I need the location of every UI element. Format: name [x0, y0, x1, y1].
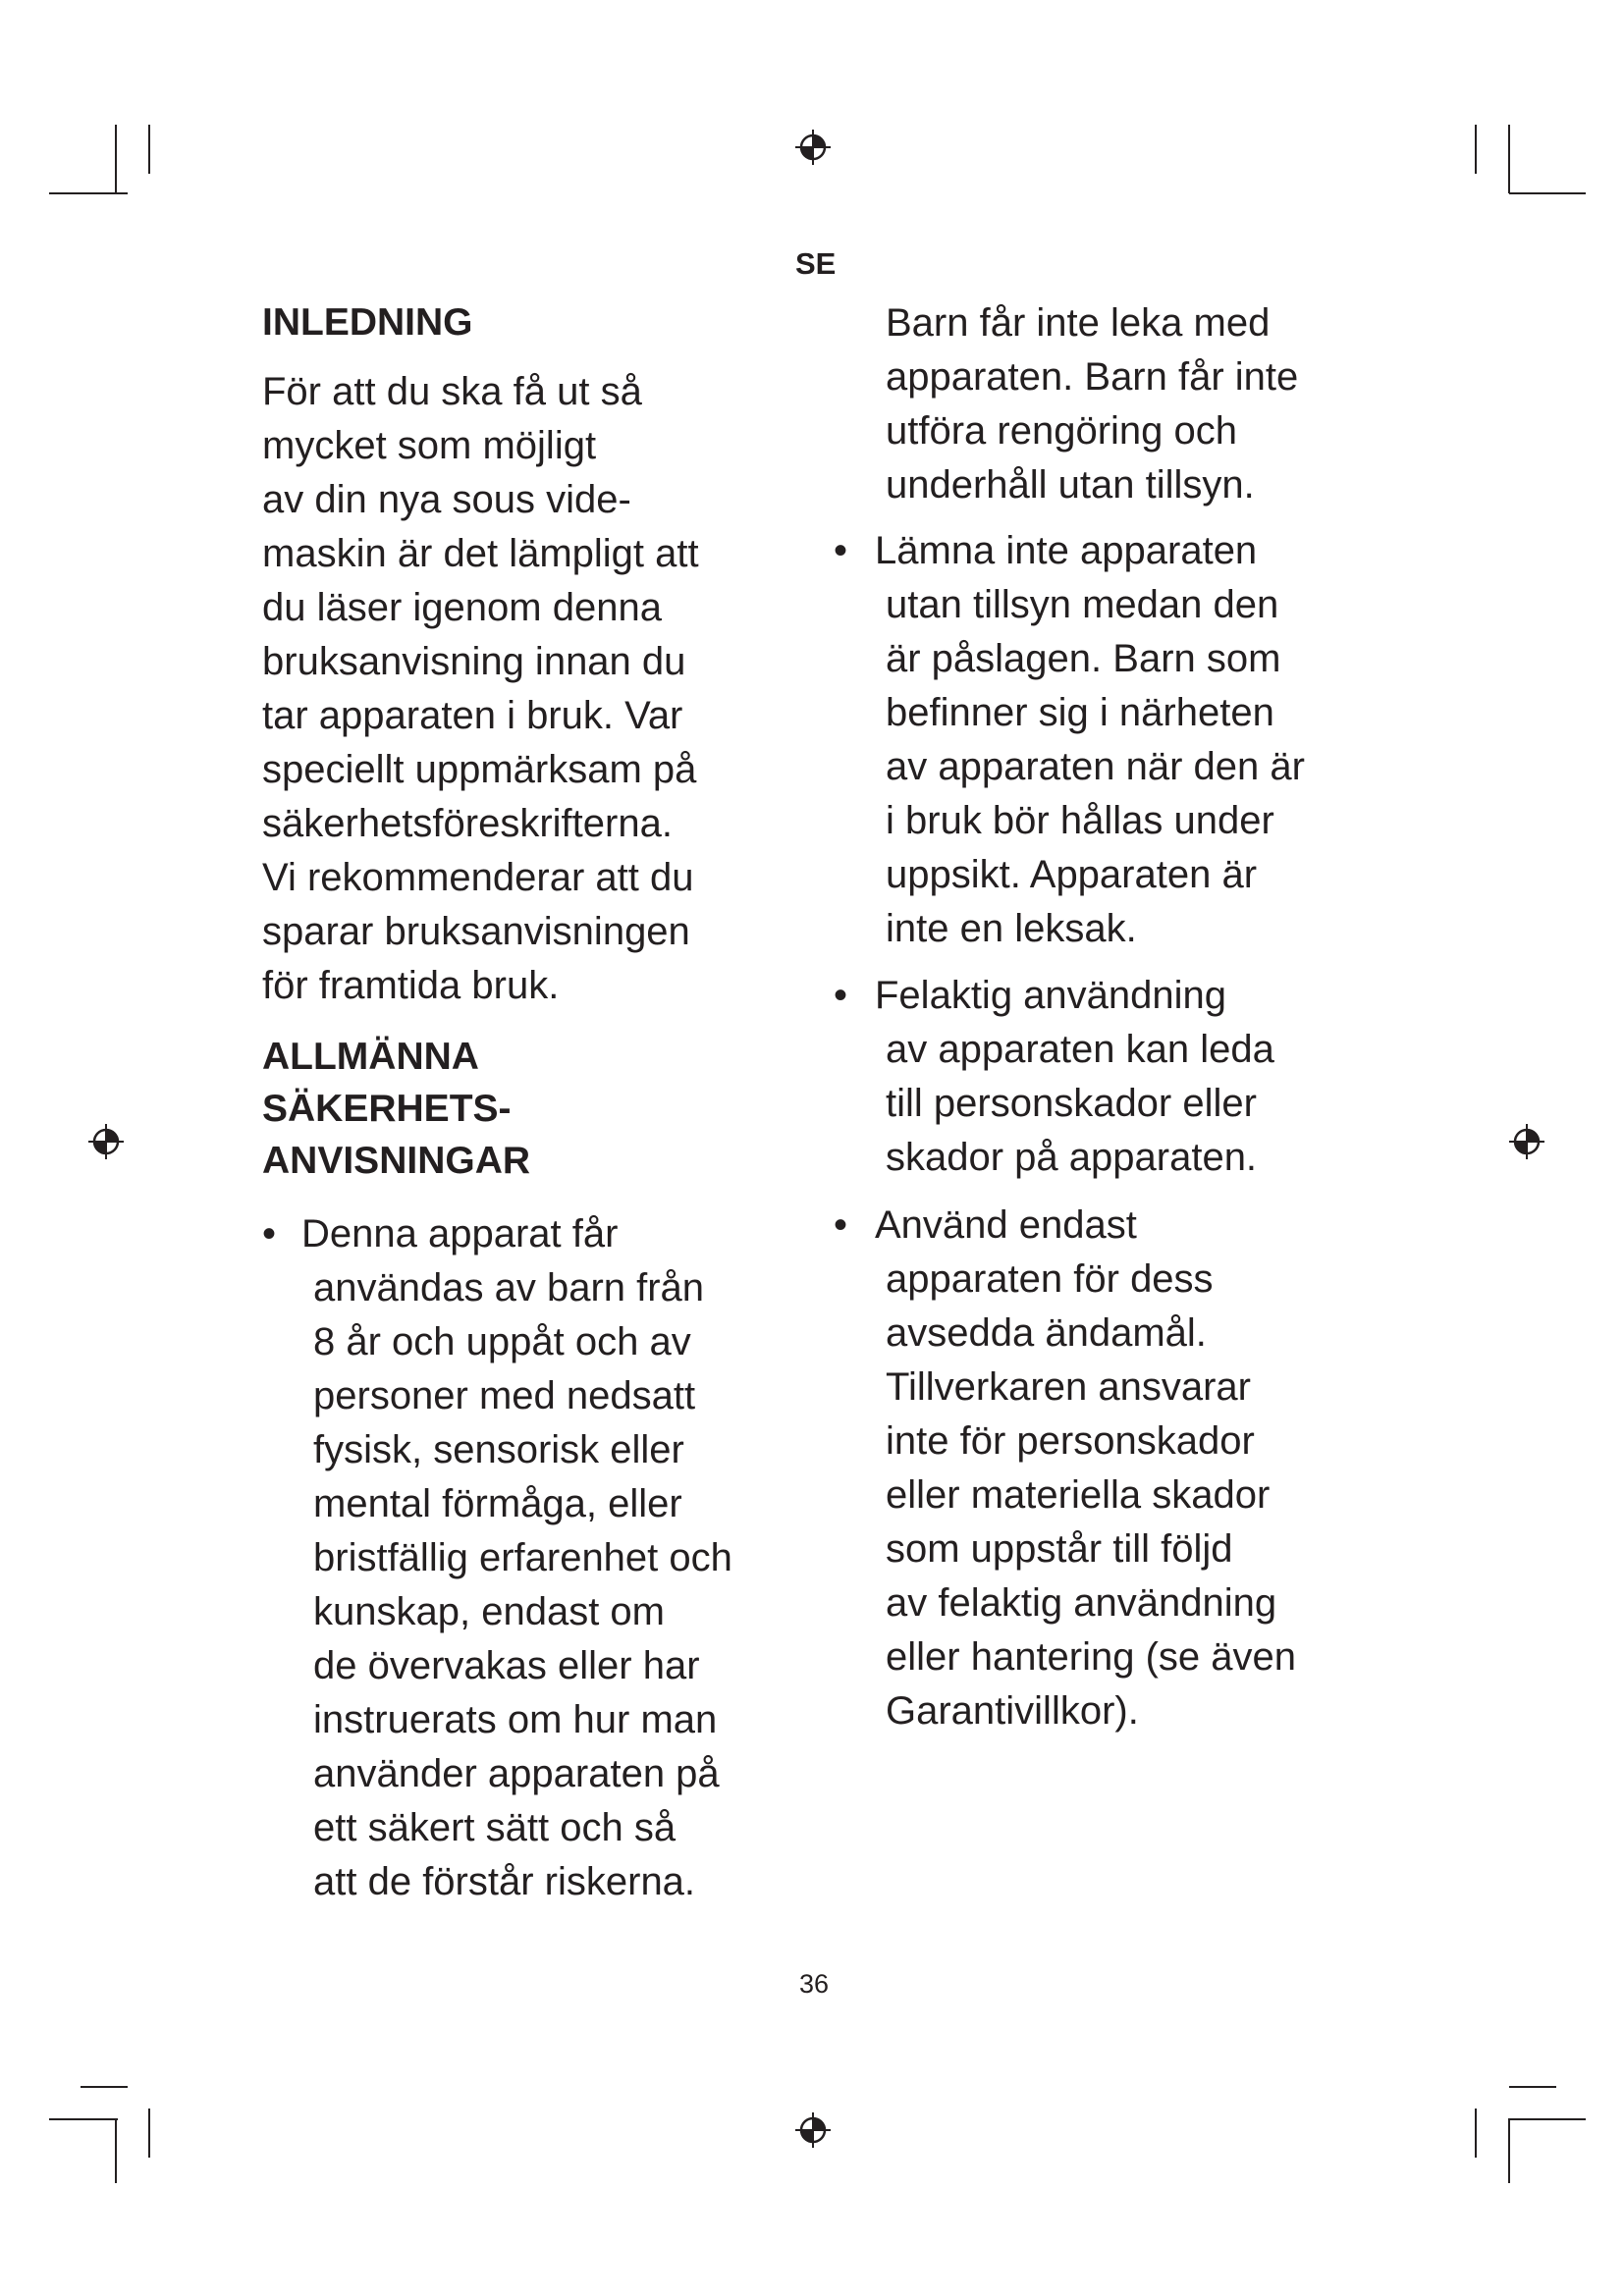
crop-mark-bottom-left-h2 — [49, 2118, 118, 2120]
crop-mark-bottom-right-h1 — [1509, 2086, 1556, 2088]
bullet-first-line: Använd endast — [875, 1203, 1137, 1247]
crop-mark-top-left-v2 — [148, 125, 150, 174]
bullet-marker: • — [834, 529, 848, 572]
crop-mark-top-right-h — [1509, 192, 1586, 194]
safety-bullet-children-continued: Barn får inte leka med apparaten. Barn får inte utföra rengöring och underhåll utan tillsyn. — [886, 301, 1299, 507]
bullet-first-line: Denna apparat får — [301, 1212, 619, 1255]
safety-heading-line-3: ANVISNINGAR — [262, 1140, 531, 1182]
page-number: 36 — [799, 1969, 830, 1999]
bullet-marker: • — [262, 1212, 277, 1255]
intro-paragraph: För att du ska få ut så mycket som möjligt av din nya sous vide- maskin är det lämpligt att du läser igenom denna bruksanvisning innan du tar apparaten i bruk. Var speciellt uppmärksam på säkerhetsföreskrifterna. Vi rekommenderar att du sparar bruksanvisningen för framtida bruk. — [262, 370, 699, 1007]
safety-heading-line-1: ALLMÄNNA — [262, 1036, 479, 1078]
registration-mark-icon — [793, 2110, 833, 2150]
crop-mark-bottom-right-v1 — [1508, 2118, 1510, 2183]
bullet-continuation: användas av barn från 8 år och uppåt och av personer med nedsatt fysisk, sensorisk eller mental förmåga, eller bristfällig erfarenhet och kunskap, endast om de övervakas eller har instruerats om hur man använder apparaten på ett säkert sätt och så att de förstår riskerna. — [313, 1266, 732, 1903]
crop-mark-bottom-right-h2 — [1509, 2118, 1586, 2120]
bullet-continuation: apparaten för dess avsedda ändamål. Tillverkaren ansvarar inte för personskador eller materiella skador som uppstår till följd av felaktig användning eller hantering (se även Garantivillkor). — [886, 1257, 1297, 1733]
bullet-marker: • — [834, 974, 848, 1017]
language-code: SE — [795, 246, 837, 281]
registration-mark-icon — [793, 128, 833, 167]
bullet-continuation: utan tillsyn medan den är påslagen. Barn som befinner sig i närheten av apparaten när den är i bruk bör hållas under uppsikt. Apparaten är inte en leksak. — [886, 583, 1305, 950]
crop-mark-top-left-v1 — [115, 125, 117, 193]
bullet-continuation: av apparaten kan leda till personskador eller skador på apparaten. — [886, 1028, 1274, 1179]
registration-mark-icon — [1507, 1122, 1546, 1161]
safety-heading-line-2: SÄKERHETS- — [262, 1088, 512, 1130]
crop-mark-top-right-v1 — [1508, 125, 1510, 193]
bullet-marker: • — [834, 1203, 848, 1247]
registration-mark-icon — [86, 1122, 126, 1161]
bullet-first-line: Felaktig användning — [875, 974, 1227, 1017]
crop-mark-bottom-left-v2 — [148, 2109, 150, 2158]
crop-mark-bottom-right-v2 — [1475, 2109, 1477, 2158]
crop-mark-top-right-v2 — [1475, 125, 1477, 174]
bullet-first-line: Lämna inte apparaten — [875, 529, 1258, 572]
intro-heading: INLEDNING — [262, 301, 473, 344]
crop-mark-bottom-left-v1 — [115, 2118, 117, 2183]
crop-mark-bottom-left-h1 — [81, 2086, 128, 2088]
